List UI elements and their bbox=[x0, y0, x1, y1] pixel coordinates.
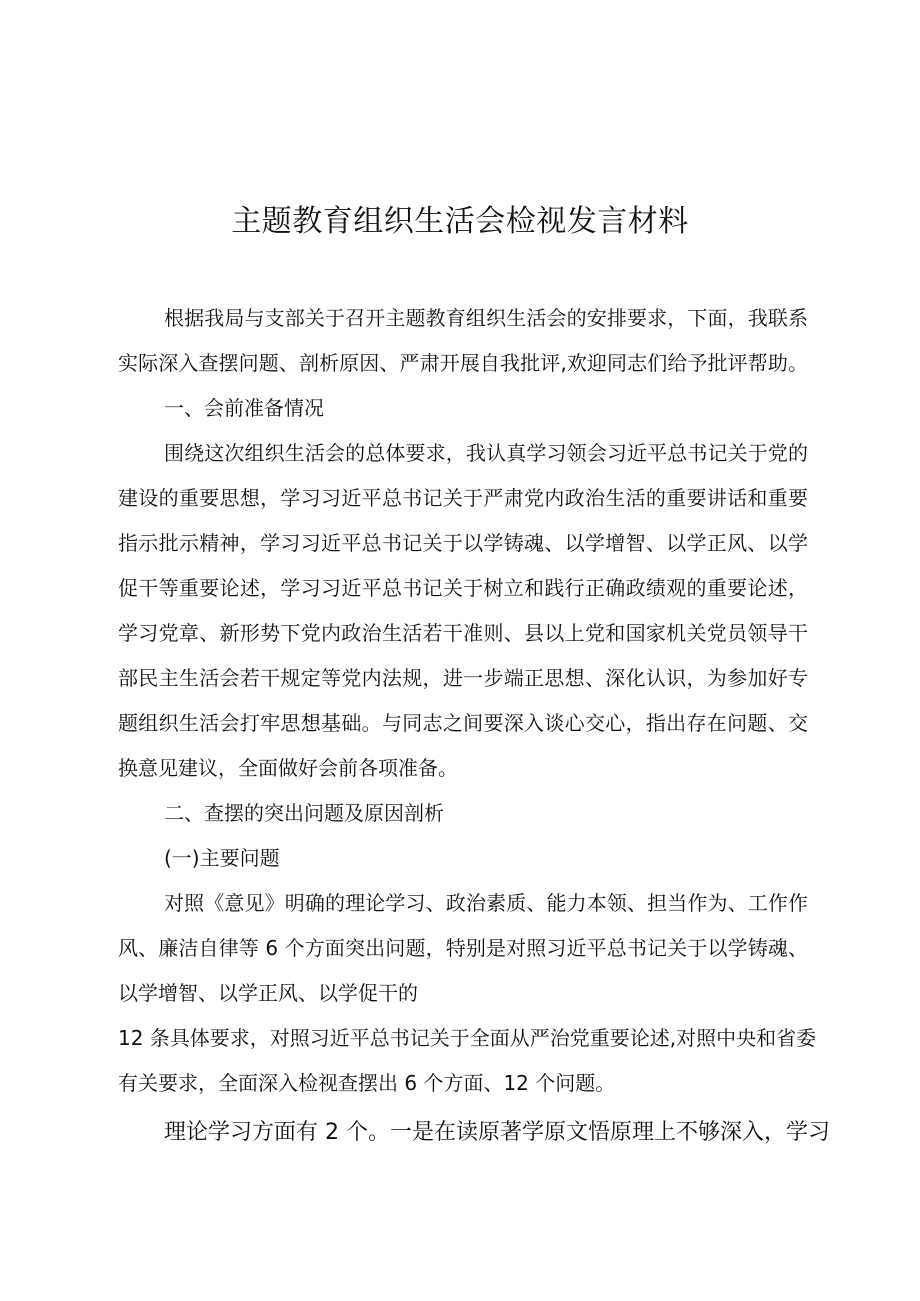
paragraph-line: 建设的重要思想，学习习近平总书记关于严肃党内政治生活的重要讲话和重要 bbox=[118, 486, 808, 510]
paragraph-line: 风、廉洁自律等 6 个方面突出问题，特别是对照习近平总书记关于以学铸魂、 bbox=[118, 936, 808, 960]
paragraph-line: 促干等重要论述，学习习近平总书记关于树立和践行正确政绩观的重要论述， bbox=[118, 576, 808, 600]
paragraph-line: 12 条具体要求，对照习近平总书记关于全面从严治党重要论述,对照中央和省委 bbox=[118, 1026, 817, 1050]
paragraph-line: 部民主生活会若干规定等党内法规，进一步端正思想、深化认识，为参加好专 bbox=[118, 666, 808, 690]
paragraph-line: 换意见建议，全面做好会前各项准备。 bbox=[118, 756, 458, 780]
paragraph-line: 对照《意见》明确的理论学习、政治素质、能力本领、担当作为、工作作 bbox=[164, 891, 808, 915]
section-heading: 二、查摆的突出问题及原因剖析 bbox=[164, 801, 444, 825]
paragraph-line: 以学增智、以学正风、以学促干的 bbox=[118, 981, 418, 1005]
paragraph-line: 实际深入查摆问题、剖析原因、严肃开展自我批评,欢迎同志们给予批评帮助。 bbox=[118, 351, 808, 375]
paragraph-line: 理论学习方面有 2 个。一是在读原著学原文悟原理上不够深入，学习 bbox=[164, 1120, 830, 1145]
document-title: 主题教育组织生活会检视发言材料 bbox=[231, 204, 689, 239]
paragraph-line: 根据我局与支部关于召开主题教育组织生活会的安排要求，下面，我联系 bbox=[164, 306, 808, 330]
paragraph-line: 围绕这次组织生活会的总体要求，我认真学习领会习近平总书记关于党的 bbox=[164, 441, 808, 465]
paragraph-line: 学习党章、新形势下党内政治生活若干准则、县以上党和国家机关党员领导干 bbox=[118, 621, 808, 645]
paragraph-line: 题组织生活会打牢思想基础。与同志之间要深入谈心交心，指出存在问题、交 bbox=[118, 711, 808, 735]
section-heading: 一、会前准备情况 bbox=[164, 396, 324, 420]
paragraph-line: 指示批示精神，学习习近平总书记关于以学铸魂、以学增智、以学正风、以学 bbox=[118, 531, 808, 555]
paragraph-line: 有关要求，全面深入检视查摆出 6 个方面、12 个问题。 bbox=[118, 1071, 616, 1095]
subsection-heading: (一)主要问题 bbox=[164, 846, 280, 870]
document-body bbox=[118, 296, 830, 1155]
